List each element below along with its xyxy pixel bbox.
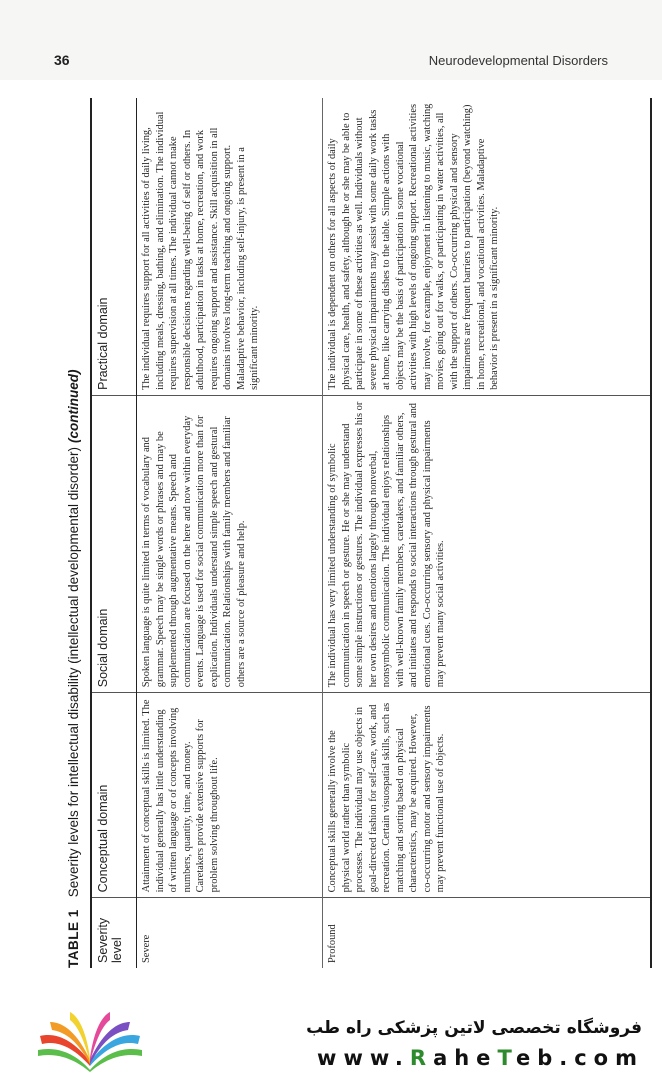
severity-table (56, 98, 631, 968)
col-header-social: Social domain (92, 395, 137, 692)
conceptual-cell: Attainment of conceptual skills is limited. The individual generally has little understanding of written language or of concepts involving numbers, quantity, time, and money. Caretakers provide extensive supports for problem solving throughout life. (137, 693, 323, 898)
url-accent: R (409, 1046, 434, 1070)
severity-level-cell: Severe (137, 898, 323, 968)
practical-cell: The individual is dependent on others for all aspects of daily physical care, health, and safety, although he or she may be able to participate in some of these activities as well. Individuals without severe physical impairments may assist with some daily work tasks at home, like carrying dishes to the table. Simple actions with objects may be the basis of participation in some vocational activities with high levels of ongoing support. Recreational activities may involve, for example, enjoyment in listening to music, watching movies, going out for walks, or participating in water activities, all with the support of others. Co-occurring physical and sensory impairments are frequent barriers to participation (beyond watching) in home, recreational, and vocational activities. Maladaptive behavior is present in a significant minority. (323, 98, 652, 395)
page-header (0, 0, 662, 80)
store-url-link[interactable] (317, 1046, 644, 1070)
table-title: Severity levels for intellectual disability (intellectual developmental disorder) (65, 447, 81, 898)
severity-grid (92, 98, 652, 968)
running-head: Neurodevelopmental Disorders (428, 53, 608, 68)
table-caption (56, 98, 92, 968)
table-continued: (continued) (65, 369, 81, 444)
book-logo-icon (34, 1010, 146, 1072)
social-cell: Spoken language is quite limited in terms of vocabulary and grammar. Speech may be single words or phrases and may be supplemented through augmentative means. Speech and communication are focused on the here and now within everyday events. Language is used for social communication more than for explication. Individuals understand simple speech and gestural communication. Relationships with family members and familiar others are a source of pleasure and help. (137, 395, 323, 692)
col-header-severity: Severity level (92, 898, 137, 968)
col-header-practical: Practical domain (92, 98, 137, 395)
url-middle: ahe (433, 1046, 498, 1070)
practical-cell: The individual requires support for all activities of daily living, including meals, dressing, bathing, and elimination. The individual requires supervision at all times. The individual cannot make responsible decisions regarding well-being of self or others. In adulthood, participation in tasks at home, recreation, and work requires ongoing support and assistance. Skill acquisition in all domains involves long-term teaching and ongoing support. Maladaptive behavior, including self-injury, is present in a significant minority. (137, 98, 323, 395)
header-row (92, 98, 137, 968)
severity-level-cell: Profound (323, 898, 652, 968)
url-accent2: T (497, 1046, 516, 1070)
table-label: TABLE 1 (65, 909, 81, 968)
table-row-profound (323, 98, 652, 968)
conceptual-cell: Conceptual skills generally involve the physical world rather than symbolic processes. The individual may use objects in goal-directed fashion for self-care, work, and recreation. Certain visuospatial skills, such as matching and sorting based on physical characteristics, may be acquired. However, co-occurring motor and sensory impairments may prevent functional use of objects. (323, 693, 652, 898)
page-number: 36 (54, 52, 70, 68)
store-name: فروشگاه تخصصی لاتین پزشکی راه طب (306, 1018, 642, 1038)
col-header-conceptual: Conceptual domain (92, 693, 137, 898)
table-row-severe (137, 98, 323, 968)
social-cell: The individual has very limited understanding of symbolic communication in speech or gesture. He or she may understand some simple instructions or gestures. The individual expresses his or her own desires and emotions largely through nonverbal, nonsymbolic communication. The individual enjoys relationships with well-known family members, caretakers, and familiar others, and initiates and responds to social interactions through gestural and emotional cues. Co-occurring sensory and physical impairments may prevent many social activities. (323, 395, 652, 692)
url-suffix: eb.com (515, 1046, 644, 1070)
url-prefix: www. (317, 1046, 410, 1070)
